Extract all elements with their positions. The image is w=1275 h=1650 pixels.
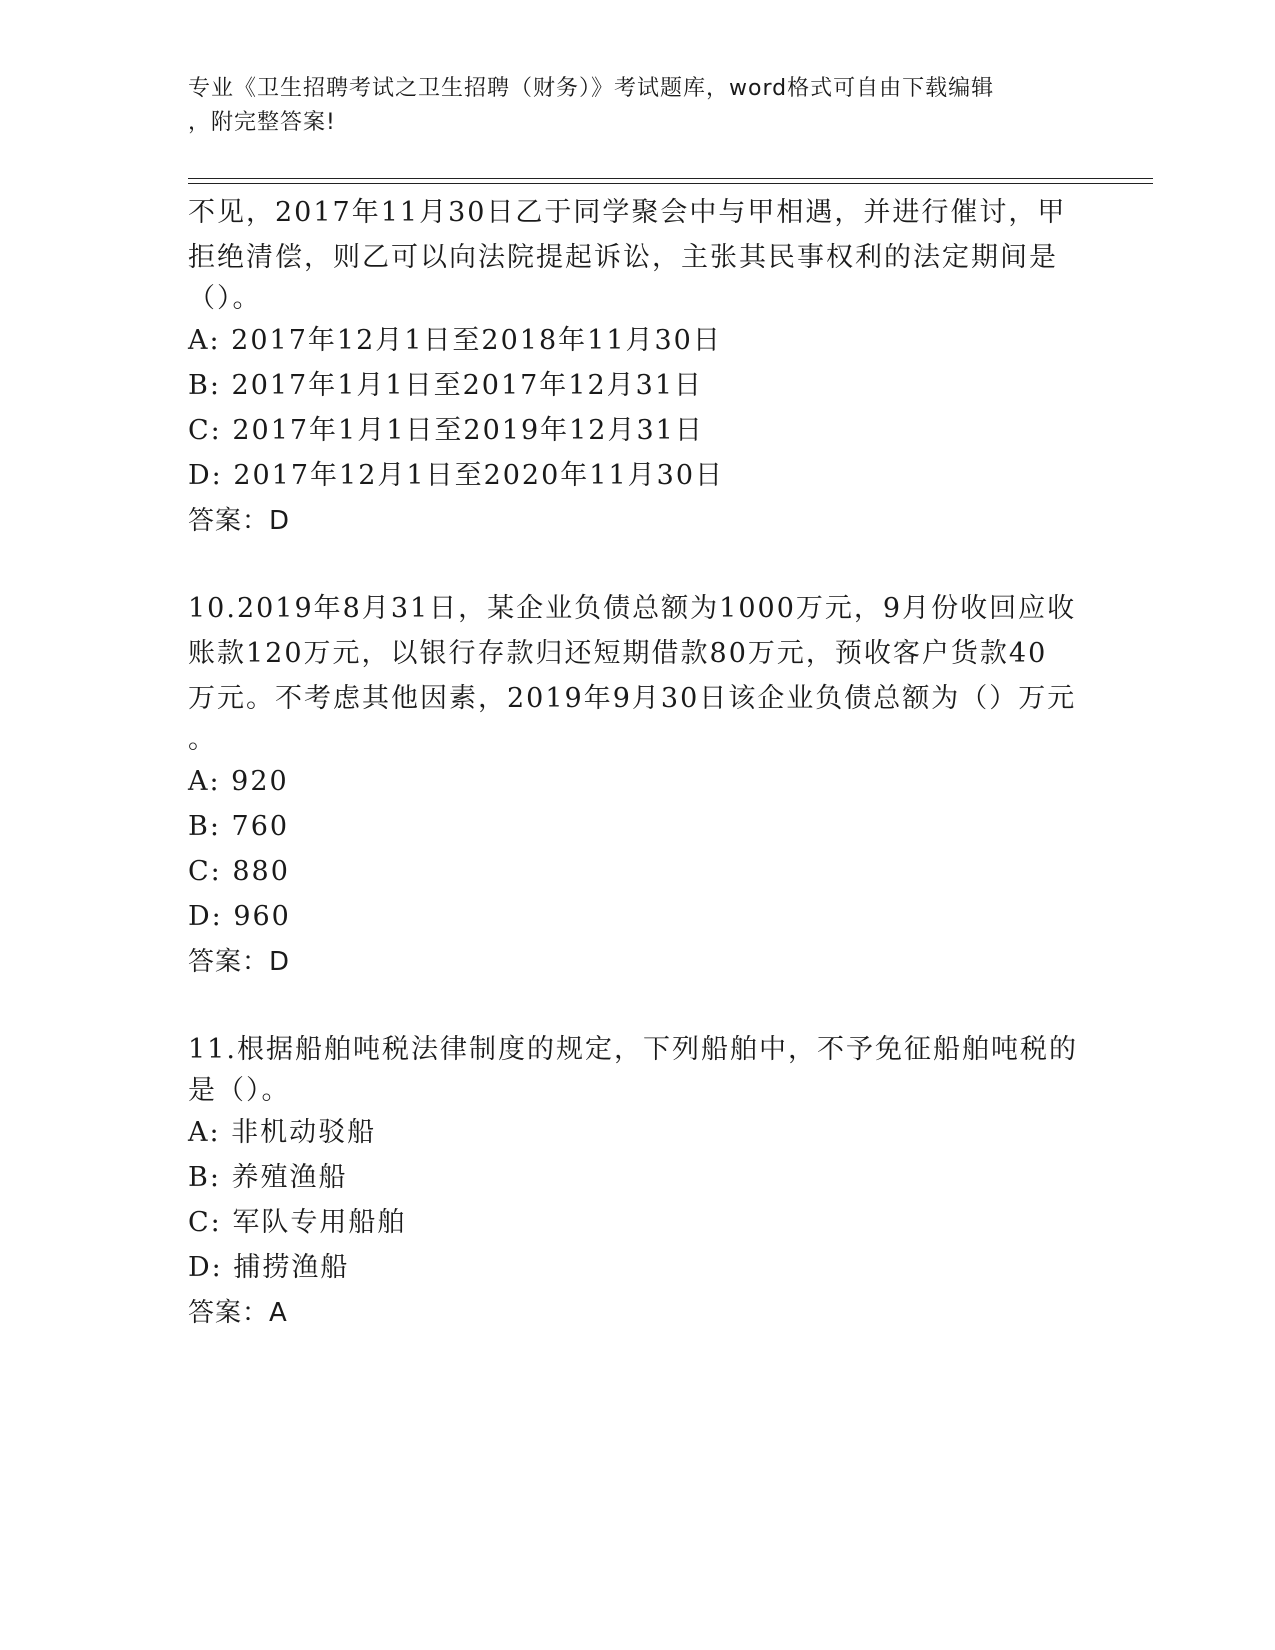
option-c: C: 2017年1月1日至2019年12月31日	[188, 415, 704, 446]
option-d: D: 2017年12月1日至2020年11月30日	[188, 460, 724, 491]
option-a: A: 920	[188, 766, 289, 797]
option-b: B: 养殖渔船	[188, 1162, 348, 1193]
question-list	[188, 190, 1088, 1336]
option-a: A: 非机动驳船	[188, 1117, 377, 1148]
question-stem-line: 不见，2017年11月30日乙于同学聚会中与甲相遇，并进行催讨，甲	[188, 197, 1067, 228]
document-header	[188, 72, 1068, 140]
header-divider-bottom	[188, 183, 1153, 184]
question-stem-line: 账款120万元，以银行存款归还短期借款80万元，预收客户货款40	[188, 638, 1048, 669]
question-stem-line: （）。	[188, 283, 262, 314]
question-9	[188, 190, 1088, 544]
answer-line: 答案：D	[188, 506, 291, 536]
option-c: C: 880	[188, 856, 290, 887]
spacer	[188, 544, 1088, 586]
question-stem-line: 10.2019年8月31日，某企业负债总额为1000万元，9月份收回应收	[188, 593, 1077, 624]
option-b: B: 2017年1月1日至2017年12月31日	[188, 370, 704, 401]
header-line-1: 专业《卫生招聘考试之卫生招聘（财务）》考试题库，word格式可自由下载编辑	[188, 76, 995, 101]
question-stem-line: 拒绝清偿，则乙可以向法院提起诉讼，主张其民事权利的法定期间是	[188, 242, 1058, 273]
question-11	[188, 1027, 1088, 1336]
option-a: A: 2017年12月1日至2018年11月30日	[188, 325, 722, 356]
option-d: D: 960	[188, 901, 291, 932]
question-10	[188, 586, 1088, 985]
header-divider-top	[188, 178, 1153, 179]
question-stem-line: 万元。不考虑其他因素，2019年9月30日该企业负债总额为（）万元	[188, 683, 1077, 714]
answer-line: 答案：A	[188, 1298, 288, 1328]
option-b: B: 760	[188, 811, 290, 842]
header-line-2: ，附完整答案!	[188, 110, 336, 135]
option-d: D: 捕捞渔船	[188, 1252, 350, 1283]
question-stem-line: 是（）。	[188, 1075, 291, 1106]
option-c: C: 军队专用船舶	[188, 1207, 407, 1238]
spacer	[188, 985, 1088, 1027]
answer-line: 答案：D	[188, 947, 291, 977]
question-stem-line: 。	[188, 724, 217, 755]
question-stem-line: 11.根据船舶吨税法律制度的规定，下列船舶中，不予免征船舶吨税的	[188, 1034, 1078, 1065]
